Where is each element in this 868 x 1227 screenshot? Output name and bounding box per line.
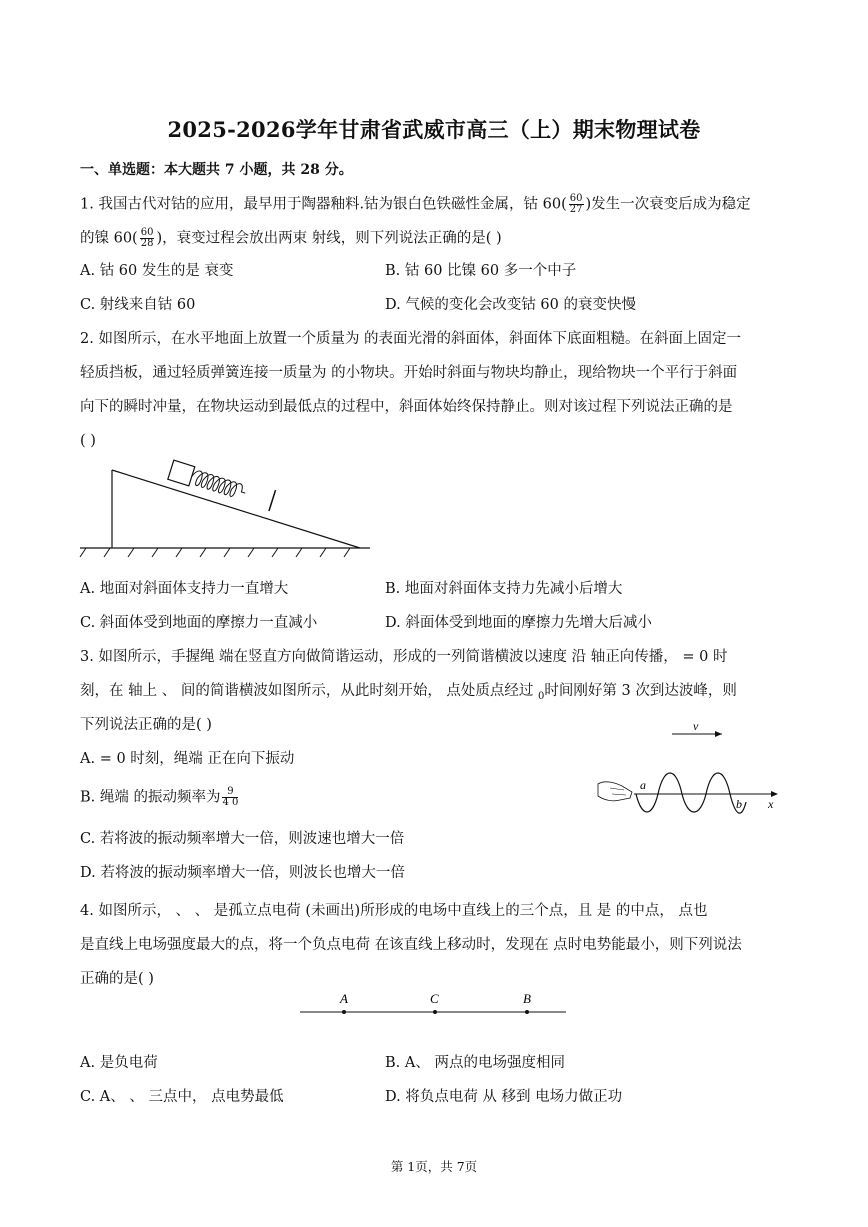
q1-iso2-num: 28 xyxy=(140,238,154,249)
q2-line4: ( ) xyxy=(80,433,96,449)
q2-line2: 轻质挡板，通过轻质弹簧连接一质量为 的小物块。开始时斜面与物块均静止，现给物块一个平行于斜面 xyxy=(80,365,738,381)
q1-line1 xyxy=(80,194,751,215)
q2-line1: 2. 如图所示，在水平地面上放置一个质量为 的表面光滑的斜面体，斜面体下底面粗糙。在斜面上固定一 xyxy=(80,331,742,347)
q1-isotope-co xyxy=(569,194,584,215)
q4-option-d: D. 将负点电荷 从 移到 电场力做正功 xyxy=(385,1089,623,1105)
q1-option-c: C. 射线来自钴 60 xyxy=(80,297,196,313)
q2-option-a: A. 地面对斜面体支持力一直增大 xyxy=(80,581,289,597)
q1-option-b: B. 钴 60 比镍 60 多一个中子 xyxy=(385,263,577,279)
q1-line1-text: 1. 我国古代对钴的应用，最早用于陶器釉料.钴为银白色铁磁性金属，钴 60( xyxy=(80,196,567,213)
q3-line3: 下列说法正确的是( ) xyxy=(80,717,212,733)
q2-line3: 向下的瞬时冲量，在物块运动到最低点的过程中，斜面体始终保持静止。则对该过程下列说法正确的是 xyxy=(80,399,733,415)
q3-option-b-fraction xyxy=(222,787,238,808)
q1-line2 xyxy=(80,228,502,249)
q4-option-b: B. A、 两点的电场强度相同 xyxy=(385,1055,565,1071)
q3-option-d: D. 若将波的振动频率增大一倍，则波长也增大一倍 xyxy=(80,865,405,881)
q3-line2-sub: 0 xyxy=(538,690,545,702)
q3-option-c: C. 若将波的振动频率增大一倍，则波速也增大一倍 xyxy=(80,831,405,847)
q4-line1: 4. 如图所示， 、 、 是孤立点电荷 (未画出)所形成的电场中直线上的三个点，且 是 的中点， 点也 xyxy=(80,903,708,919)
q3-option-b xyxy=(80,787,240,808)
q4-line-figure xyxy=(298,988,570,1018)
q4-option-c: C. A、 、 三点中， 点电势最低 xyxy=(80,1089,284,1105)
q1-option-a: A. 钴 60 发生的是 衰变 xyxy=(80,263,234,279)
q1-iso1-num: 27 xyxy=(569,204,583,215)
q4-point-c-label: C xyxy=(430,991,439,1006)
q3-fig-v-label: v xyxy=(693,719,699,733)
q1-isotope-ni xyxy=(140,228,155,249)
q3-option-a: A. = 0 时刻，绳端 正在向下振动 xyxy=(80,751,295,767)
q4-point-b-label: B xyxy=(523,991,531,1006)
q3-frac-num: 9 xyxy=(222,787,238,798)
section-heading: 一、单选题：本大题共 7 小题，共 28 分。 xyxy=(80,162,353,178)
q1-line1-end: )发生一次衰变后成为稳定 xyxy=(585,196,751,213)
q3-fig-b-label: b xyxy=(736,797,742,811)
page-footer: 第 1页，共 7页 xyxy=(390,1159,478,1174)
q4-option-a: A. 是负电荷 xyxy=(80,1055,158,1071)
q3-frac-den: 4 0 xyxy=(222,797,239,808)
q3-fig-a-label: a xyxy=(640,778,646,792)
q3-wave-figure xyxy=(596,719,786,822)
q1-iso2-mass: 60 xyxy=(140,227,154,238)
q4-line3: 正确的是( ) xyxy=(80,971,154,987)
page-title: 2025-2026学年甘肃省武威市高三（上）期末物理试卷 xyxy=(167,117,701,142)
q3-option-b-text: B. 绳端 的振动频率为 xyxy=(80,789,221,806)
q3-line1: 3. 如图所示，手握绳 端在竖直方向做简谐运动，形成的一列简谐横波以速度 沿 轴正向传播， = 0 时 xyxy=(80,649,728,665)
q1-option-d: D. 气候的变化会改变钴 60 的衰变快慢 xyxy=(385,297,636,313)
q3-line2 xyxy=(80,681,737,707)
q3-fig-x-label: x xyxy=(768,797,774,811)
q2-incline-figure xyxy=(78,462,378,562)
q2-option-c: C. 斜面体受到地面的摩擦力一直减小 xyxy=(80,615,318,631)
q2-option-b: B. 地面对斜面体支持力先减小后增大 xyxy=(385,581,623,597)
q4-point-a-label: A xyxy=(340,991,348,1006)
q3-line2-text: 刻，在 轴上 、 间的简谐横波如图所示，从此时刻开始， 点处质点经过 xyxy=(80,683,539,699)
q1-iso1-mass: 60 xyxy=(569,193,583,204)
q1-line2-start: 的镍 60( xyxy=(80,230,138,247)
q2-option-d: D. 斜面体受到地面的摩擦力先增大后减小 xyxy=(385,615,652,631)
q3-line2-end: 时间刚好第 3 次到达波峰，则 xyxy=(544,683,737,699)
q1-line2-end: )，衰变过程会放出两束 射线，则下列说法正确的是( ) xyxy=(156,230,502,247)
q4-line2: 是直线上电场强度最大的点，将一个负点电荷 在该直线上移动时，发现在 点时电势能最小，则下列说法 xyxy=(80,937,742,953)
